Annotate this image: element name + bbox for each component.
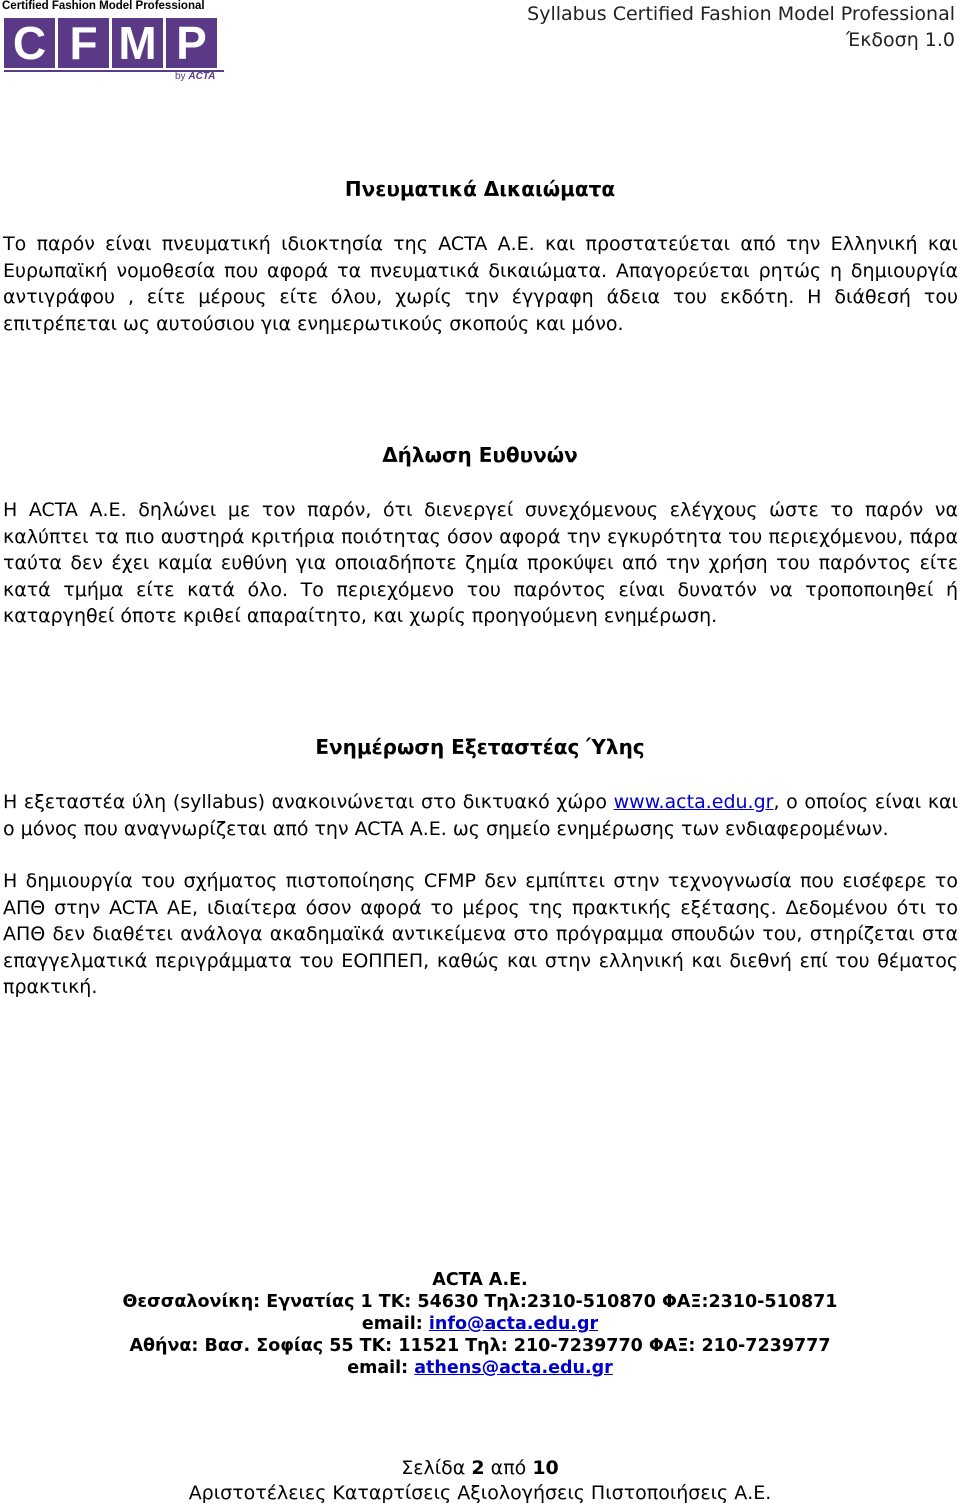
logo-letters	[4, 18, 217, 68]
page-number: Σελίδα 2 από 10	[401, 1457, 559, 1479]
logo-letter-p: P	[166, 18, 217, 68]
update-title: Ενημέρωση Εξεταστέας Ύλης	[315, 735, 645, 759]
footer-thessaloniki: Θεσσαλονίκη: Εγνατίας 1 ΤΚ: 54630 Τηλ:2310-510870 ΦΑΞ:2310-510871	[122, 1292, 838, 1312]
update-text-2: Η δημιουργία του σχήματος πιστοποίησης CFMP δεν εμπίπτει στην τεχνογνωσία που εισέφερε το ΑΠΘ στην ACTA ΑΕ, ιδιαίτερα όσον αφορά το μέρος της πρακτικής εξέτασης. Δεδομένου ότι το ΑΠΘ δεν διαθέτει ανάλογα ακαδημαϊκά αντικείμενα στο πρόγραμμα σπουδών του, στηρίζεται στα επαγγελματικά περιγράμματα του ΕΟΠΠΕΠ, καθώς και στην ελληνική και διεθνή επί του θέματος πρακτική.	[3, 870, 958, 998]
footer-company: ACTA Α.Ε.	[432, 1270, 528, 1290]
header-version: Έκδοση 1.0	[846, 29, 955, 51]
footer-athens: Αθήνα: Βασ. Σοφίας 55 ΤΚ: 11521 Τηλ: 210-7239770 ΦΑΞ: 210-7239777	[129, 1336, 831, 1356]
update-text: Η εξεταστέα ύλη (syllabus) ανακοινώνεται στο δικτυακό χώρο www.acta.edu.gr, ο οποίος είναι και ο μόνος που αναγνωρίζεται από την ACTA Α.Ε. ως σημείο ενημέρωσης των ενδιαφερομένων.	[3, 791, 958, 840]
header-title: Syllabus Certified Fashion Model Professional	[527, 3, 955, 25]
cfmp-logo	[0, 0, 228, 84]
info-email-link[interactable]: info@acta.edu.gr	[428, 1314, 599, 1334]
logo-byline: by ACTA	[175, 71, 216, 82]
logo-letter-c: C	[4, 18, 55, 68]
copyright-text: Το παρόν είναι πνευματική ιδιοκτησία της ACTA Α.Ε. και προστατεύεται από την Ελληνική και Ευρωπαϊκή νομοθεσία που αφορά τα πνευματικά δικαιώματα. Απαγορεύεται ρητώς η δημιουργία αντιγράφου , είτε μέρους είτε όλου, χωρίς την έγγραφη άδεια του εκδότη. Η διάθεσή του επιτρέπεται ως αυτούσιου για ενημερωτικούς σκοπούς και μόνο.	[3, 233, 958, 335]
organization-name: Αριστοτέλειες Καταρτίσεις Αξιολογήσεις Πιστοποιήσεις Α.Ε.	[188, 1482, 772, 1504]
athens-email-link[interactable]: athens@acta.edu.gr	[414, 1358, 613, 1378]
acta-website-link[interactable]: www.acta.edu.gr	[613, 791, 774, 813]
disclaimer-text: Η ACTA Α.Ε. δηλώνει με τον παρόν, ότι διενεργεί συνεχόμενους ελέγχους ώστε το παρόν να καλύπτει τα πιο αυστηρά κριτήρια ποιότητας όσον αφορά την εγκυρότητα του περιεχόμενου, πάρα ταύτα δεν έχει καμία ευθύνη για οποιαδήποτε ζημία προκύψει από την χρήση του παρόντος είτε κατά τμήμα είτε κατά όλο. Το περιεχόμενο του παρόντος είναι δυνατόν να τροποποιηθεί ή καταργηθεί όποτε κριθεί απαραίτητο, και χωρίς προηγούμενη ενημέρωση.	[3, 499, 958, 627]
disclaimer-title: Δήλωση Ευθυνών	[382, 443, 578, 467]
footer-email-1: email: info@acta.edu.gr	[361, 1314, 599, 1334]
footer-email-2: email: athens@acta.edu.gr	[347, 1358, 613, 1378]
logo-tagline: Certified Fashion Model Professional	[2, 0, 205, 12]
copyright-title: Πνευματικά Δικαιώματα	[344, 177, 616, 201]
logo-letter-m: M	[112, 18, 163, 68]
logo-letter-f: F	[58, 18, 109, 68]
